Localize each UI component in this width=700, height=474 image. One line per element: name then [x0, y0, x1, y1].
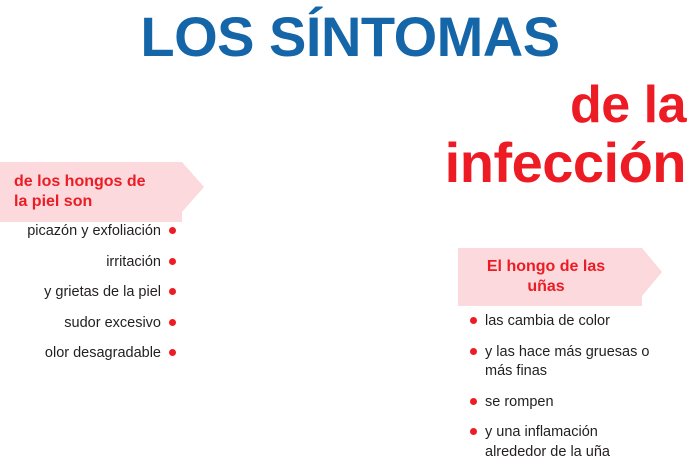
- page-title: LOS SÍNTOMAS: [140, 5, 560, 68]
- bullet-icon: [470, 428, 477, 435]
- bullet-icon: [470, 348, 477, 355]
- bullet-icon: [470, 398, 477, 405]
- nail-section-label: El hongo de las uñas: [458, 248, 642, 306]
- list-item-label: olor desagradable: [44, 345, 161, 362]
- list-item: [0, 222, 176, 242]
- list-item-label: picazón y exfoliación: [27, 223, 161, 239]
- bullet-icon: [169, 349, 176, 356]
- list-item-label: irritación: [106, 253, 161, 270]
- skin-section-label: de los hongos de la piel son: [0, 162, 182, 222]
- list-item-label: y una inflamación alrededor de la uña: [485, 424, 610, 460]
- list-item: [0, 344, 176, 364]
- list-item: [0, 253, 176, 273]
- list-item: [0, 314, 176, 334]
- list-item-label: se rompen: [485, 393, 554, 410]
- subtitle-line-2: infección: [444, 131, 686, 195]
- list-item-label: y las hace más gruesas o más finas: [485, 343, 650, 380]
- skin-symptom-list: [0, 222, 176, 375]
- bullet-icon: [169, 288, 176, 295]
- bullet-icon: [169, 319, 176, 326]
- list-item-label: las cambia de color: [485, 313, 610, 329]
- list-item: [470, 312, 680, 332]
- bullet-icon: [169, 258, 176, 265]
- bullet-icon: [470, 317, 477, 324]
- bullet-icon: [169, 227, 176, 234]
- page-subtitle: [126, 76, 686, 195]
- list-item: [470, 343, 680, 382]
- list-item-label: y grietas de la piel: [44, 284, 161, 301]
- nail-symptom-list: [470, 312, 680, 473]
- list-item: [0, 283, 176, 303]
- list-item: [470, 393, 680, 413]
- subtitle-line-1: de la: [570, 76, 686, 134]
- list-item: [470, 423, 680, 462]
- list-item-label: sudor excesivo: [64, 314, 161, 331]
